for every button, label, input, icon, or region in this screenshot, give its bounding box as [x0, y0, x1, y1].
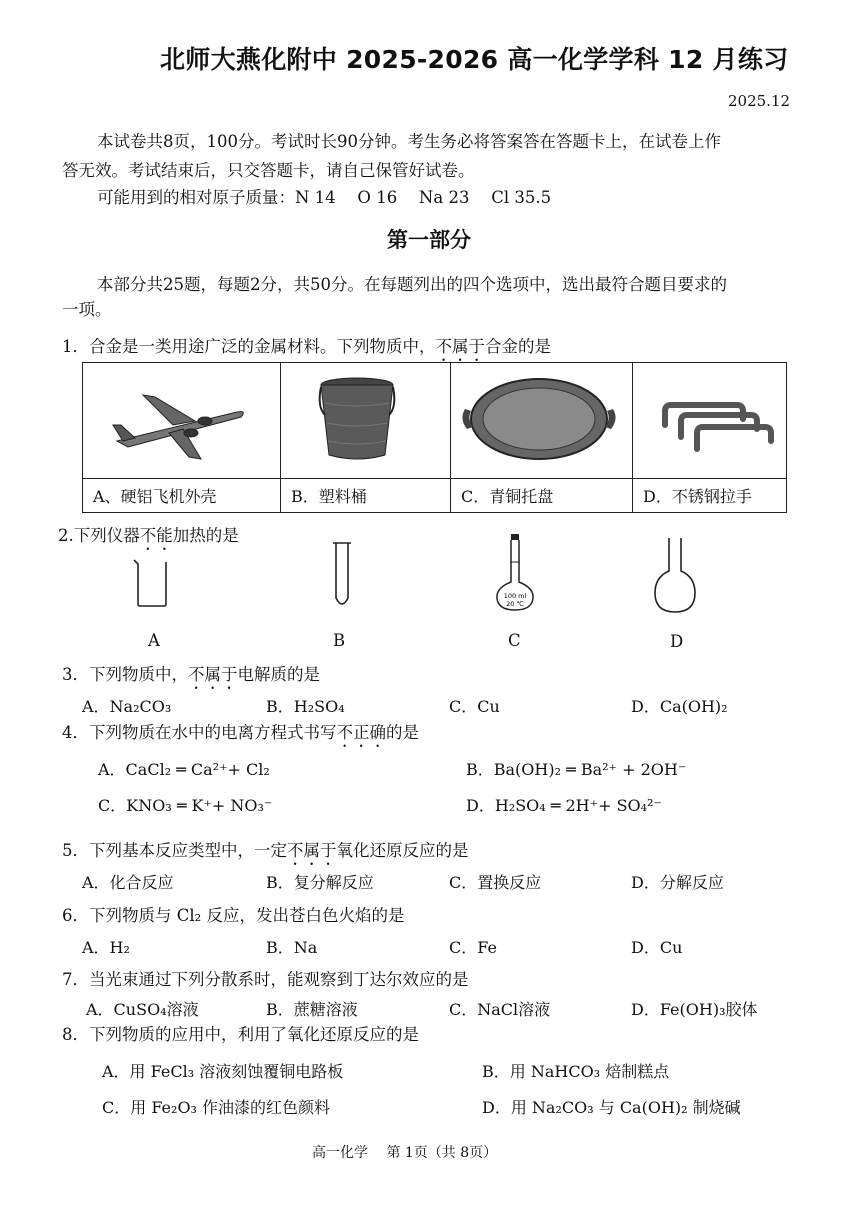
airplane-icon [83, 363, 281, 478]
option-c-image-cell [451, 363, 633, 479]
question-2 [58, 522, 239, 554]
part-heading: 第一部分 [387, 228, 471, 252]
question-3-pre: 3．下列物质中， [62, 665, 188, 684]
question-6-option-b: B．Na [266, 938, 318, 957]
round-bottom-flask-icon [652, 535, 698, 615]
question-7-option-c: C．NaCl溶液 [449, 1000, 551, 1019]
steel-handle-icon [633, 363, 787, 478]
question-4-option-c: C．KNO₃ ═ K⁺+ NO₃⁻ [98, 796, 273, 815]
instrument-label-a: A [148, 631, 160, 650]
plastic-bucket-icon [281, 363, 451, 478]
question-4-option-d: D．H₂SO₄ ═ 2H⁺+ SO₄²⁻ [466, 796, 662, 815]
question-1 [62, 333, 551, 365]
instrument-label-c: C [508, 631, 521, 650]
question-2-emphasis: 不能 [139, 526, 173, 545]
question-6: 6．下列物质与 Cl₂ 反应，发出苍白色火焰的是 [62, 906, 405, 925]
option-d-image-cell [633, 363, 787, 479]
beaker-icon [130, 556, 172, 610]
page-title: 北师大燕化附中 2025-2026 高一化学学科 12 月练习 [160, 45, 789, 74]
question-3-post: 电解质的是 [237, 665, 320, 684]
question-4-emphasis: 不正确 [336, 723, 386, 742]
question-4 [62, 719, 419, 751]
question-4-option-a: A．CaCl₂ ═ Ca²⁺+ Cl₂ [98, 760, 270, 779]
atomic-mass-line: 可能用到的相对原子质量：N 14 O 16 Na 23 Cl 35.5 [97, 188, 552, 207]
question-5-option-d: D．分解反应 [631, 873, 724, 892]
question-7-option-a: A．CuSO₄溶液 [86, 1000, 199, 1019]
question-5-option-b: B．复分解反应 [266, 873, 374, 892]
instrument-label-d: D [670, 632, 684, 651]
option-d-label: D．不锈钢拉手 [633, 479, 787, 513]
question-8-option-c: C．用 Fe₂O₃ 作油漆的红色颜料 [102, 1098, 331, 1117]
question-8-option-a: A．用 FeCl₃ 溶液刻蚀覆铜电路板 [102, 1062, 344, 1081]
option-c-label: C．青铜托盘 [451, 479, 633, 513]
question-3-option-b: B．H₂SO₄ [266, 697, 345, 716]
question-3-option-d: D．Ca(OH)₂ [631, 697, 728, 716]
question-1-options-table [82, 362, 787, 513]
question-3-option-a: A．Na₂CO₃ [82, 697, 172, 716]
question-5-pre: 5．下列基本反应类型中，一定 [62, 841, 287, 860]
question-4-option-b: B．Ba(OH)₂ ═ Ba²⁺ + 2OH⁻ [466, 760, 687, 779]
question-7: 7．当光束通过下列分散系时，能观察到丁达尔效应的是 [62, 970, 469, 989]
question-4-post: 的是 [386, 723, 419, 742]
question-3 [62, 661, 320, 693]
question-4-pre: 4．下列物质在水中的电离方程式书写 [62, 723, 337, 742]
question-5-post: 氧化还原反应的是 [336, 841, 469, 860]
question-8: 8．下列物质的应用中，利用了氧化还原反应的是 [62, 1025, 419, 1044]
question-3-option-c: C．Cu [449, 697, 500, 716]
question-5 [62, 837, 469, 869]
question-2-pre: 2.下列仪器 [58, 526, 140, 545]
question-7-option-d: D．Fe(OH)₃胶体 [631, 1000, 758, 1019]
question-5-option-a: A．化合反应 [82, 873, 174, 892]
question-8-option-b: B．用 NaHCO₃ 焙制糕点 [482, 1062, 670, 1081]
exam-date: 2025.12 [728, 92, 791, 110]
question-1-pre: 1．合金是一类用途广泛的金属材料。下列物质中， [62, 337, 436, 356]
option-b-image-cell [281, 363, 451, 479]
question-5-option-c: C．置换反应 [449, 873, 542, 892]
option-b-label: B．塑料桶 [281, 479, 451, 513]
question-6-option-d: D．Cu [631, 938, 683, 957]
question-7-option-b: B．蔗糖溶液 [266, 1000, 358, 1019]
option-a-image-cell [83, 363, 281, 479]
volumetric-flask-icon [494, 532, 536, 614]
question-2-post: 加热的是 [172, 526, 239, 545]
instructions-line-2: 答无效。考试结束后，只交答题卡，请自己保管好试卷。 [62, 161, 475, 180]
test-tube-icon [330, 540, 354, 610]
question-1-post: 合金的是 [485, 337, 551, 356]
instrument-label-b: B [333, 631, 346, 650]
bronze-tray-icon [451, 363, 633, 478]
part-intro-line-1: 本部分共25题，每题2分，共50分。在每题列出的四个选项中，选出最符合题目要求的 [97, 275, 727, 294]
flask-temperature-text: 20 ℃ [506, 600, 524, 608]
flask-volume-text: 100 ml [503, 592, 527, 600]
question-8-option-d: D．用 Na₂CO₃ 与 Ca(OH)₂ 制烧碱 [482, 1098, 741, 1117]
question-6-option-c: C．Fe [449, 938, 497, 957]
page-footer: 高一化学 第 1页（共 8页） [312, 1145, 498, 1161]
question-5-emphasis: 不属于 [287, 841, 337, 860]
question-1-emphasis: 不属于 [435, 337, 485, 356]
part-intro-line-2: 一项。 [62, 300, 112, 319]
instructions-line-1: 本试卷共8页，100分。考试时长90分钟。考生务必将答案答在答题卡上，在试卷上作 [97, 132, 721, 151]
question-3-emphasis: 不属于 [188, 665, 238, 684]
option-a-label: A、硬铝飞机外壳 [83, 479, 281, 513]
question-6-option-a: A．H₂ [82, 938, 130, 957]
